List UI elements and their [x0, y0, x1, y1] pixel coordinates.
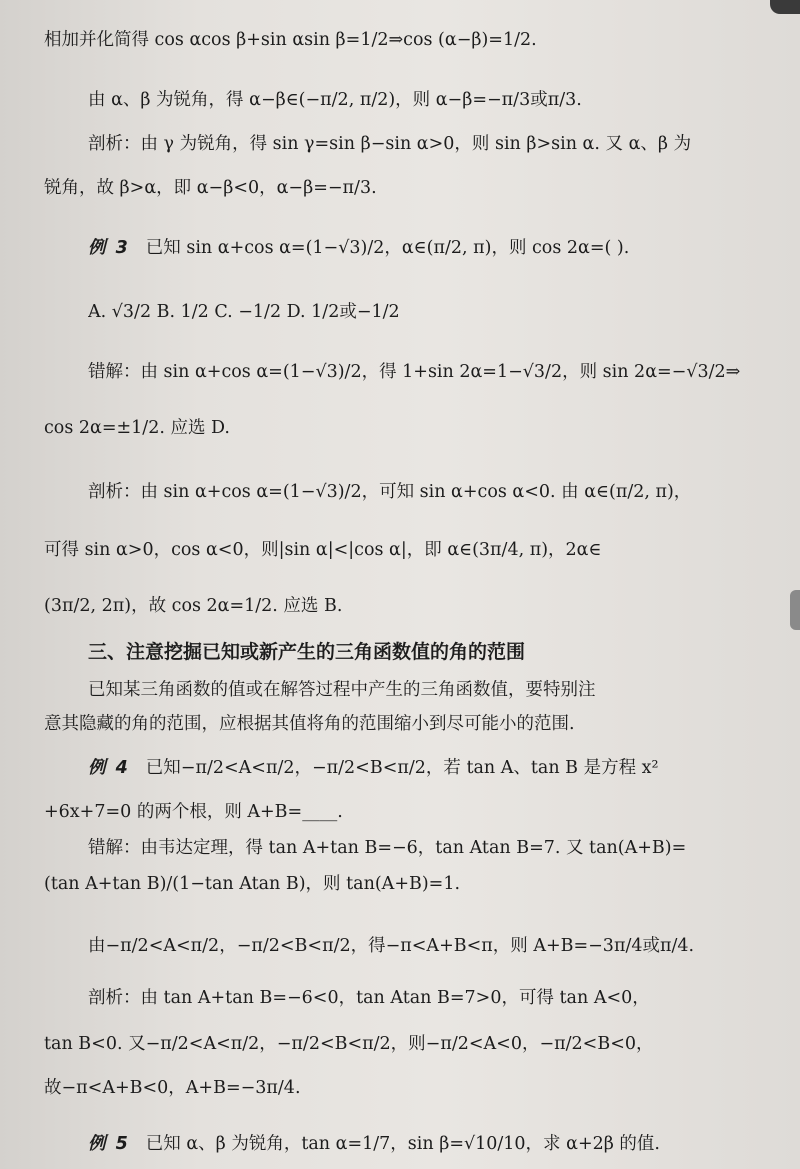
text-line: 意其隐藏的角的范围，应根据其值将角的范围缩小到尽可能小的范围.	[44, 714, 575, 734]
example-label: 例 3	[88, 238, 130, 258]
section-heading: 三、注意挖掘已知或新产生的三角函数值的角的范围	[88, 641, 526, 663]
example-label: 例 4	[88, 758, 130, 778]
text-line: 锐角，故 β>α，即 α−β<0，α−β=−π/3.	[44, 178, 377, 198]
text-line: 故−π<A+B<0，A+B=−3π/4.	[44, 1078, 301, 1098]
question-text: 已知 α、β 为锐角，tan α=1/7，sin β=√10/10，求 α+2β 的值.	[145, 1134, 660, 1154]
wrong-solution-line: 错解：由 sin α+cos α=(1−√3)/2，得 1+sin 2α=1−√3/2，则 sin 2α=−√3/2⇒	[88, 362, 741, 382]
text-line: 已知某三角函数的值或在解答过程中产生的三角函数值，要特别注	[88, 680, 596, 700]
question-text: 已知−π/2<A<π/2，−π/2<B<π/2，若 tan A、tan B 是方程 x²	[145, 758, 659, 778]
answer-choices: A. √3/2 B. 1/2 C. −1/2 D. 1/2或−1/2	[88, 302, 400, 322]
text-line: (tan A+tan B)/(1−tan Atan B)，则 tan(A+B)=1.	[44, 874, 461, 894]
question-text: 已知 sin α+cos α=(1−√3)/2，α∈(π/2, π)，则 cos 2α=( ).	[145, 238, 630, 258]
wrong-solution-line: 错解：由韦达定理，得 tan A+tan B=−6，tan Atan B=7. 又 tan(A+B)=	[88, 838, 687, 858]
text-line: +6x+7=0 的两个根，则 A+B=____.	[44, 802, 343, 822]
analysis-line: 剖析：由 tan A+tan B=−6<0，tan Atan B=7>0，可得 tan A<0，	[88, 988, 650, 1008]
page-corner-shadow	[770, 0, 800, 14]
page-edge-tab	[790, 590, 800, 630]
example-4-question	[88, 756, 788, 780]
text-line: 相加并化简得 cos αcos β+sin αsin β=1/2⇒cos (α−β)=1/2.	[44, 30, 537, 50]
text-line: (3π/2, 2π)，故 cos 2α=1/2. 应选 B.	[44, 596, 343, 616]
text-line: 可得 sin α>0，cos α<0，则|sin α|<|cos α|，即 α∈(3π/4, π)，2α∈	[44, 540, 602, 560]
analysis-line: 剖析：由 γ 为锐角，得 sin γ=sin β−sin α>0，则 sin β>sin α. 又 α、β 为	[88, 134, 692, 154]
example-label: 例 5	[88, 1134, 130, 1154]
analysis-line: 剖析：由 sin α+cos α=(1−√3)/2，可知 sin α+cos α<0. 由 α∈(π/2, π)，	[88, 482, 692, 502]
text-line: tan B<0. 又−π/2<A<π/2，−π/2<B<π/2，则−π/2<A<0，−π/2<B<0，	[44, 1034, 654, 1054]
text-line: cos 2α=±1/2. 应选 D.	[44, 418, 230, 438]
example-5-question	[88, 1132, 788, 1156]
example-3-question	[88, 236, 788, 260]
text-line: 由−π/2<A<π/2，−π/2<B<π/2，得−π<A+B<π，则 A+B=−3π/4或π/4.	[88, 936, 695, 956]
text-line: 由 α、β 为锐角，得 α−β∈(−π/2, π/2)，则 α−β=−π/3或π/3.	[88, 90, 582, 110]
